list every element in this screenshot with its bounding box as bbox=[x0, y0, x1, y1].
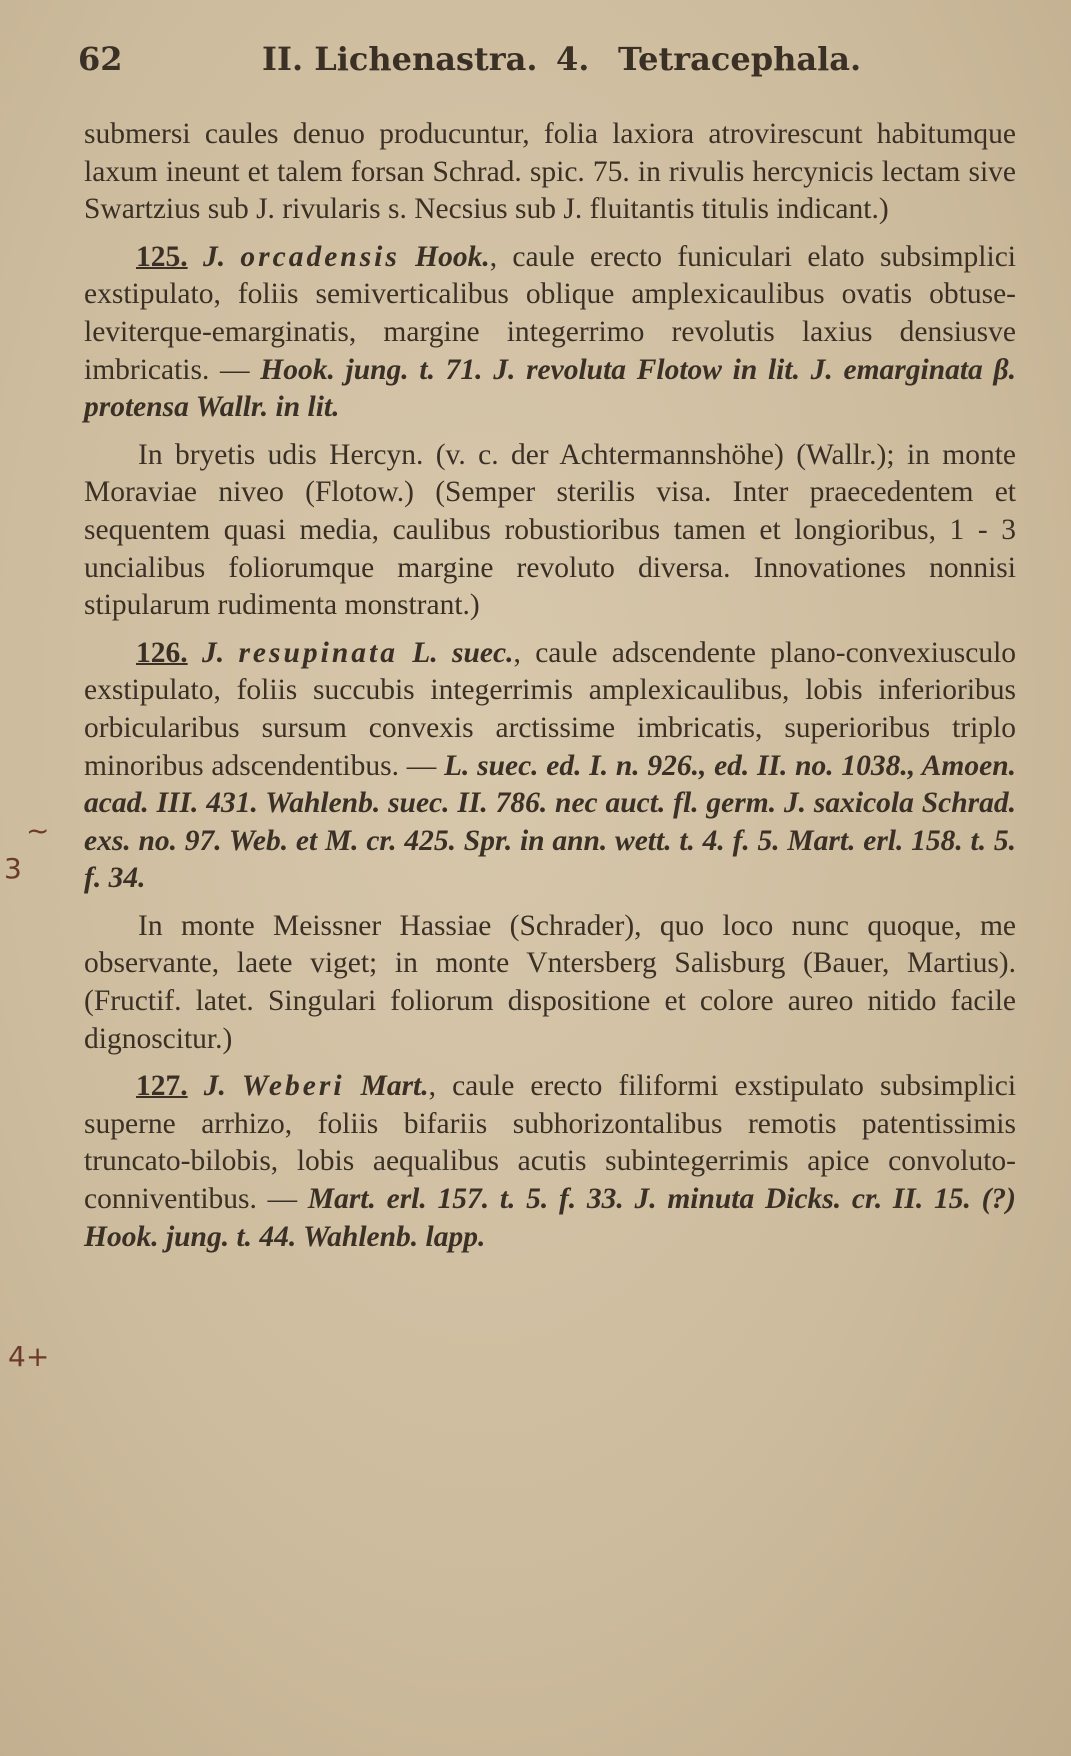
page-number: 62 bbox=[78, 40, 123, 78]
entry-references: Hook. jung. t. 71. J. revoluta Flotow in lit. J. emarginata β. protensa Wallr. in lit. bbox=[84, 353, 1016, 424]
entry-genus: J. bbox=[202, 240, 226, 273]
entry-species: orcadensis bbox=[240, 240, 400, 273]
entry-species: resupinata bbox=[238, 636, 398, 669]
entry-description: , caule erecto filiformi exstipulato subsimplici superne arrhizo, foliis bifariis subhorizontalibus remotis patentissimis truncato-bilobis, lobis aequalibus acutis subintegerrimis apice convoluto-conniventibus. — bbox=[84, 1070, 1017, 1216]
main-text bbox=[84, 116, 1016, 1256]
section-title: II. Lichenastra. bbox=[262, 40, 538, 78]
entry-references: L. suec. ed. I. n. 926., ed. II. no. 1038., Amoen. acad. III. 431. Wahlenb. suec. II. 786. nec auct. fl. germ. J. saxicola Schrad. exs. no. 97. Web. et M. cr. 425. Spr. in ann. wett. t. 4. f. 5. Mart. erl. 158. t. 5. f. 34. bbox=[84, 749, 1016, 895]
entry-species: Weberi bbox=[241, 1070, 345, 1103]
entry-genus: J. bbox=[203, 1070, 226, 1103]
entry-number: 127. bbox=[136, 1070, 188, 1103]
entry-author: Mart. bbox=[360, 1070, 429, 1103]
margin-annotation-cross: 4+ bbox=[8, 1340, 50, 1373]
subsection-title: Tetracephala. bbox=[618, 40, 862, 78]
margin-annotation-numeral: 3 bbox=[4, 852, 22, 885]
section-number: 4. bbox=[556, 40, 590, 78]
species-entry-127 bbox=[84, 1068, 1016, 1256]
entry-number: 126. bbox=[136, 636, 188, 669]
species-entry-126 bbox=[84, 635, 1016, 898]
entry-author: Hook. bbox=[415, 240, 490, 273]
entry-references: Mart. erl. 157. t. 5. f. 33. J. minuta Dicks. cr. II. 15. (?) Hook. jung. t. 44. Wahlenb. lapp. bbox=[84, 1183, 1016, 1253]
running-header bbox=[78, 40, 1011, 80]
entry-genus: J. bbox=[201, 636, 225, 669]
entry-note-126: In monte Meissner Hassiae (Schrader), quo loco nunc quoque, me observante, laete viget; in monte Vntersberg Salisburg (Bauer, Martius). (Fructif. latet. Singulari foliorum dispositione et colore aureo nitido facile dignoscitur.) bbox=[84, 909, 1016, 1055]
species-entry-125 bbox=[84, 239, 1016, 427]
entry-author: L. suec. bbox=[412, 636, 514, 669]
margin-annotation-dash: ~ bbox=[26, 814, 50, 847]
entry-number: 125. bbox=[136, 240, 188, 273]
entry-description: , caule adscendente plano-convexiusculo exstipulato, foliis succubis integerrimis amplexicaulibus, lobis inferioribus orbicularibus sursum convexis arctissime imbricatis, superioribus triplo minoribus adscendentibus. — bbox=[84, 636, 1017, 782]
entry-note-125: In bryetis udis Hercyn. (v. c. der Achtermannshöhe) (Wallr.); in monte Moraviae niveo (Flotow.) (Semper sterilis visa. Inter praecedentem et sequentem quasi media, caulibus robustioribus tamen et longioribus, 1 - 3 uncialibus foliorumque margine revoluto diversa. Innovationes nonnisi stipularum rudimenta monstrant.) bbox=[84, 438, 1016, 622]
continuation-paragraph: submersi caules denuo producuntur, folia laxiora atrovirescunt habitumque laxum ineunt et talem forsan Schrad. spic. 75. in rivulis hercynicis lectam sive Swartzius sub J. rivularis s. Necsius sub J. fluitantis titulis indicant.) bbox=[84, 118, 1016, 226]
entry-description: , caule erecto funiculari elato subsimplici exstipulato, foliis semiverticalibus oblique amplexicaulibus ovatis obtuse-leviterque-emarginatis, margine integerrimo revolutis laxius densiusve imbricatis. — bbox=[84, 240, 1016, 386]
